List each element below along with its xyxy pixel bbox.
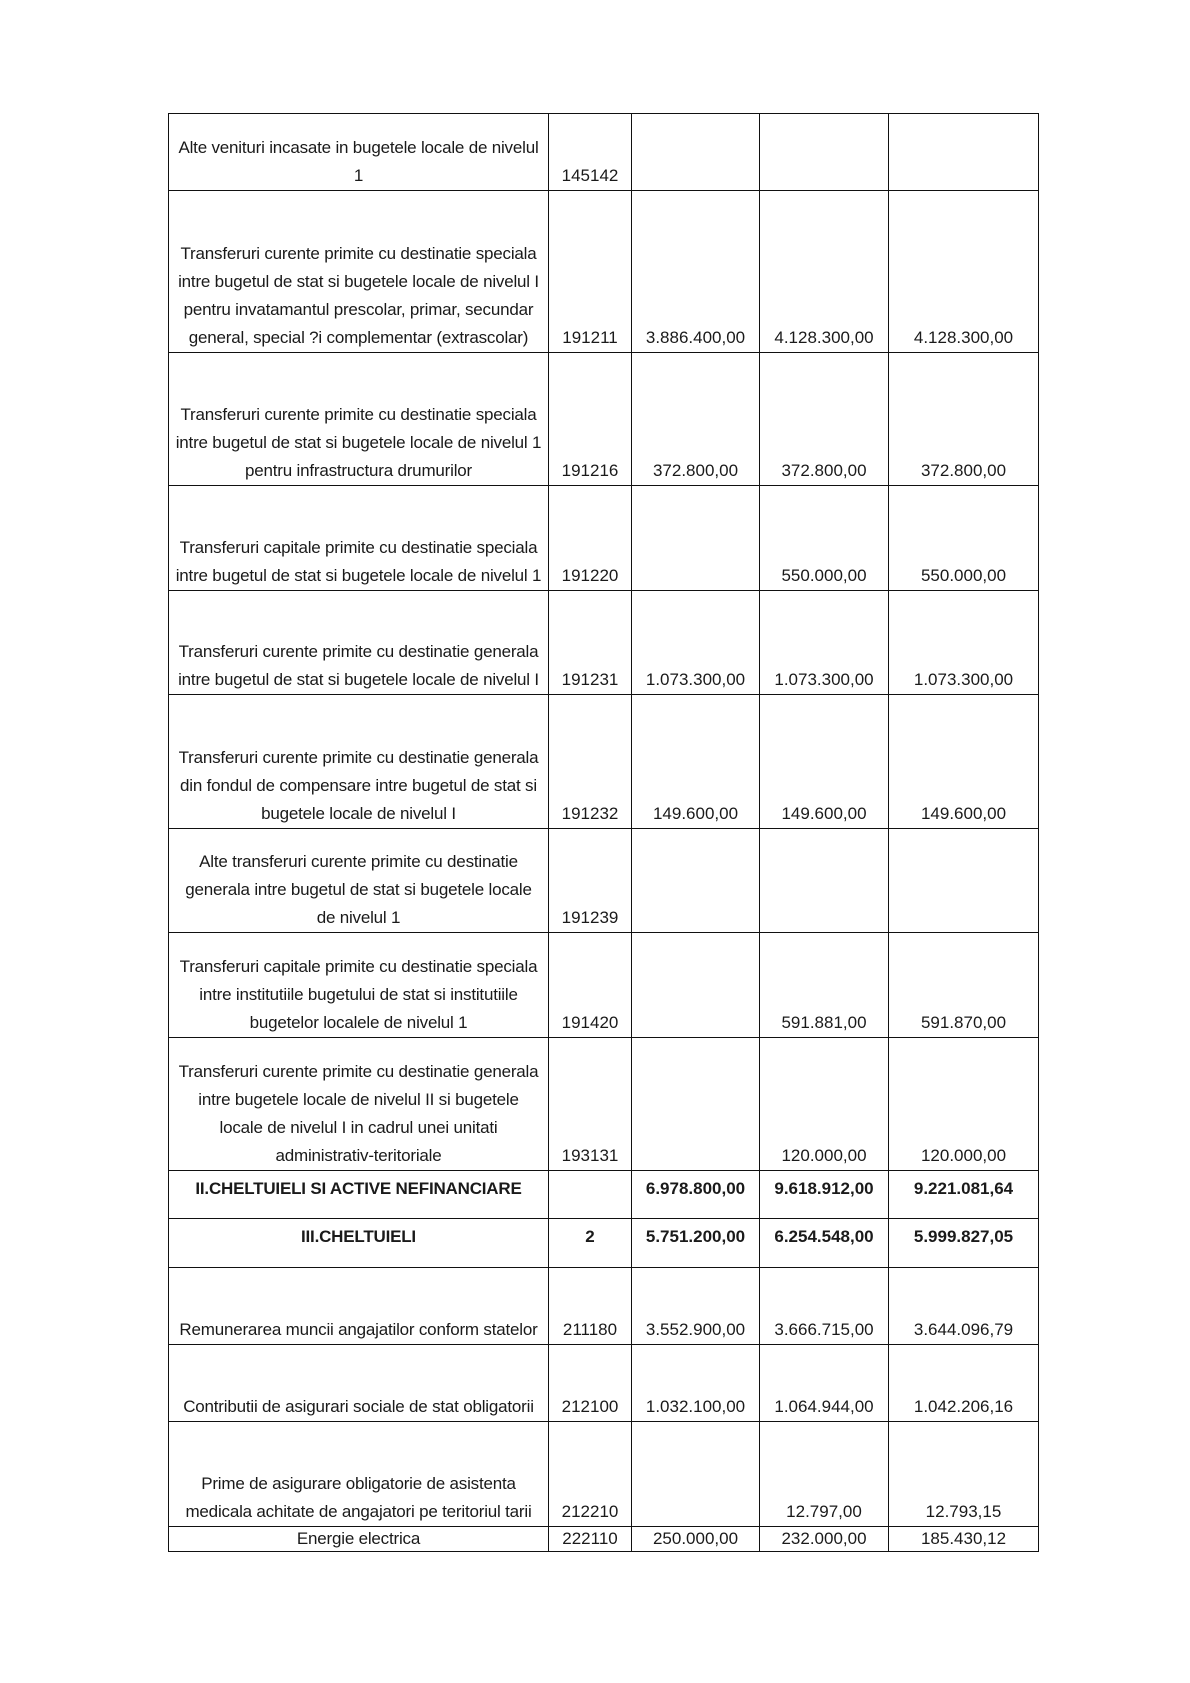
row-description: Energie electrica	[169, 1527, 549, 1552]
row-code: 191231	[549, 591, 632, 695]
row-description: Alte venituri incasate in bugetele locale de nivelul 1	[169, 114, 549, 191]
row-code: 191216	[549, 353, 632, 486]
row-code: 222110	[549, 1527, 632, 1552]
row-code: 193131	[549, 1038, 632, 1171]
row-value-executed: 12.793,15	[889, 1422, 1039, 1527]
table-row	[169, 591, 1039, 695]
row-code: 191232	[549, 695, 632, 829]
table-row	[169, 1219, 1039, 1268]
row-value-approved: 6.978.800,00	[632, 1171, 760, 1219]
row-value-approved: 3.552.900,00	[632, 1268, 760, 1345]
row-value-revised: 12.797,00	[760, 1422, 889, 1527]
row-value-approved: 3.886.400,00	[632, 191, 760, 353]
row-value-approved	[632, 829, 760, 933]
row-value-executed: 372.800,00	[889, 353, 1039, 486]
row-value-executed: 550.000,00	[889, 486, 1039, 591]
row-value-executed: 1.042.206,16	[889, 1345, 1039, 1422]
row-value-executed: 120.000,00	[889, 1038, 1039, 1171]
row-code	[549, 1171, 632, 1219]
row-code: 212210	[549, 1422, 632, 1527]
row-code: 2	[549, 1219, 632, 1268]
table-row	[169, 486, 1039, 591]
row-value-approved	[632, 1422, 760, 1527]
row-description: II.CHELTUIELI SI ACTIVE NEFINANCIARE	[169, 1171, 549, 1219]
table-row	[169, 1038, 1039, 1171]
row-description: Prime de asigurare obligatorie de asistenta medicala achitate de angajatori pe teritoriul tarii	[169, 1422, 549, 1527]
row-value-revised	[760, 829, 889, 933]
row-value-executed: 185.430,12	[889, 1527, 1039, 1552]
row-description: Transferuri capitale primite cu destinatie speciala intre bugetul de stat si bugetele locale de nivelul 1	[169, 486, 549, 591]
row-code: 145142	[549, 114, 632, 191]
row-code: 191211	[549, 191, 632, 353]
row-value-revised: 9.618.912,00	[760, 1171, 889, 1219]
row-code: 191239	[549, 829, 632, 933]
table-row	[169, 353, 1039, 486]
row-value-revised: 1.064.944,00	[760, 1345, 889, 1422]
row-value-revised: 372.800,00	[760, 353, 889, 486]
row-value-executed	[889, 114, 1039, 191]
row-description: Remunerarea muncii angajatilor conform statelor	[169, 1268, 549, 1345]
row-value-approved: 250.000,00	[632, 1527, 760, 1552]
row-value-executed: 9.221.081,64	[889, 1171, 1039, 1219]
row-value-executed: 3.644.096,79	[889, 1268, 1039, 1345]
row-description: Transferuri curente primite cu destinatie generala intre bugetele locale de nivelul II si bugetele locale de nivelul I in cadrul unei unitati administrativ-teritoriale	[169, 1038, 549, 1171]
row-description: Contributii de asigurari sociale de stat obligatorii	[169, 1345, 549, 1422]
row-value-approved	[632, 933, 760, 1038]
row-value-approved	[632, 1038, 760, 1171]
table-row	[169, 1171, 1039, 1219]
row-value-revised: 1.073.300,00	[760, 591, 889, 695]
table-row	[169, 1345, 1039, 1422]
row-code: 191220	[549, 486, 632, 591]
table-row	[169, 1527, 1039, 1552]
row-value-approved: 149.600,00	[632, 695, 760, 829]
table-row	[169, 829, 1039, 933]
row-value-revised: 3.666.715,00	[760, 1268, 889, 1345]
row-description: Alte transferuri curente primite cu destinatie generala intre bugetul de stat si bugetele locale de nivelul 1	[169, 829, 549, 933]
row-value-approved: 1.032.100,00	[632, 1345, 760, 1422]
row-value-revised: 6.254.548,00	[760, 1219, 889, 1268]
row-value-executed	[889, 829, 1039, 933]
row-description: Transferuri curente primite cu destinatie generala intre bugetul de stat si bugetele locale de nivelul I	[169, 591, 549, 695]
row-value-executed: 4.128.300,00	[889, 191, 1039, 353]
row-value-revised: 120.000,00	[760, 1038, 889, 1171]
row-code: 191420	[549, 933, 632, 1038]
row-code: 211180	[549, 1268, 632, 1345]
table-row	[169, 933, 1039, 1038]
row-value-approved	[632, 486, 760, 591]
row-value-executed: 1.073.300,00	[889, 591, 1039, 695]
row-value-revised: 149.600,00	[760, 695, 889, 829]
row-description: III.CHELTUIELI	[169, 1219, 549, 1268]
row-value-approved: 1.073.300,00	[632, 591, 760, 695]
row-description: Transferuri curente primite cu destinatie generala din fondul de compensare intre bugetul de stat si bugetele locale de nivelul I	[169, 695, 549, 829]
row-value-revised: 4.128.300,00	[760, 191, 889, 353]
table-row	[169, 191, 1039, 353]
row-value-approved	[632, 114, 760, 191]
row-value-approved: 372.800,00	[632, 353, 760, 486]
budget-table	[168, 113, 1039, 1552]
row-value-executed: 591.870,00	[889, 933, 1039, 1038]
table-row	[169, 1422, 1039, 1527]
row-value-revised: 232.000,00	[760, 1527, 889, 1552]
row-description: Transferuri curente primite cu destinatie speciala intre bugetul de stat si bugetele locale de nivelul 1 pentru infrastructura drumurilor	[169, 353, 549, 486]
row-description: Transferuri capitale primite cu destinatie speciala intre institutiile bugetului de stat si institutiile bugetelor localele de nivelul 1	[169, 933, 549, 1038]
table-row	[169, 114, 1039, 191]
row-value-approved: 5.751.200,00	[632, 1219, 760, 1268]
table-row	[169, 1268, 1039, 1345]
row-description: Transferuri curente primite cu destinatie speciala intre bugetul de stat si bugetele locale de nivelul I pentru invatamantul prescolar, primar, secundar general, special ?i complementar (extrascolar)	[169, 191, 549, 353]
row-code: 212100	[549, 1345, 632, 1422]
row-value-revised: 591.881,00	[760, 933, 889, 1038]
table-row	[169, 695, 1039, 829]
row-value-executed: 149.600,00	[889, 695, 1039, 829]
row-value-revised	[760, 114, 889, 191]
row-value-executed: 5.999.827,05	[889, 1219, 1039, 1268]
row-value-revised: 550.000,00	[760, 486, 889, 591]
